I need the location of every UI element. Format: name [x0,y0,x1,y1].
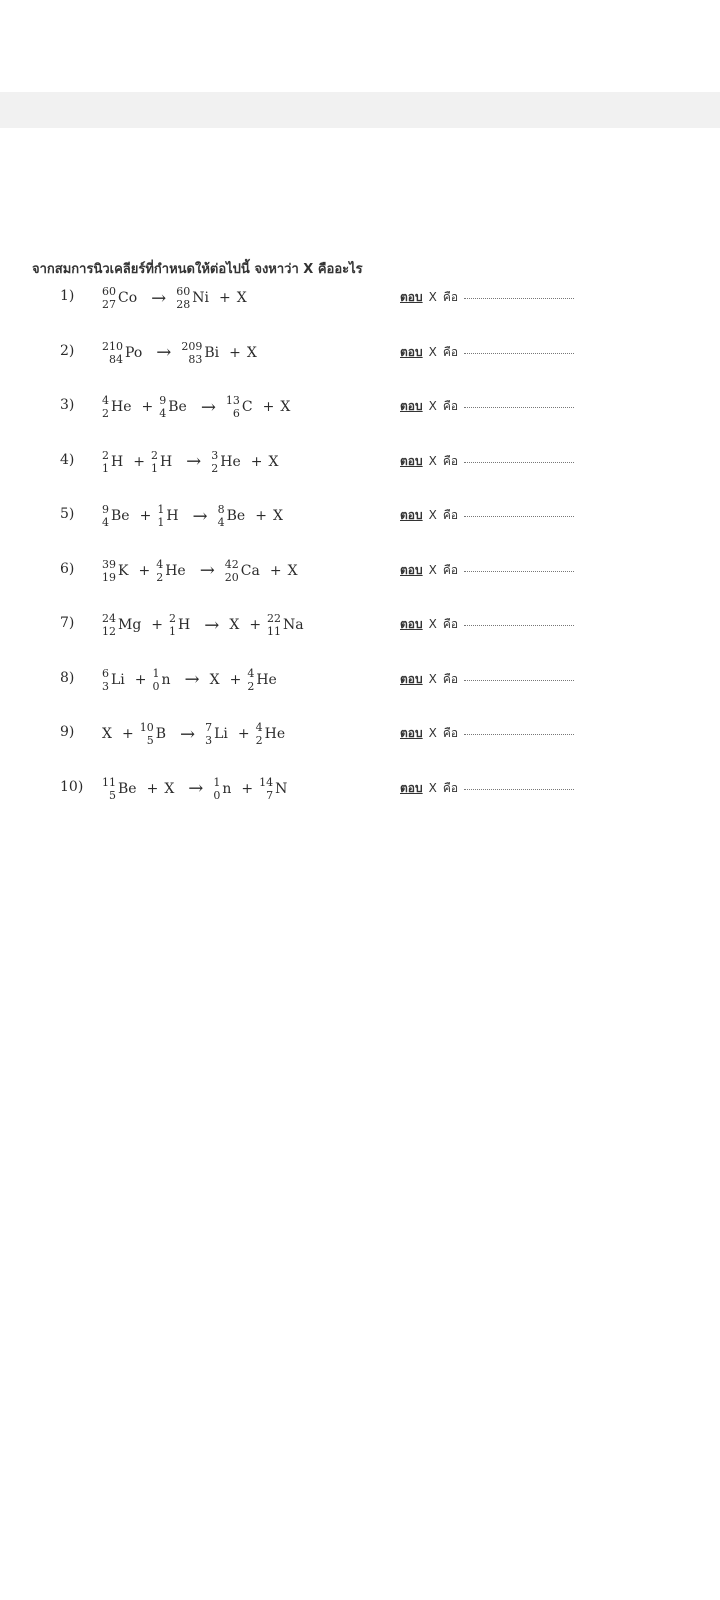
problem-row [0,603,720,647]
answer-blank[interactable] [464,680,574,681]
nuclide [140,721,166,747]
isotope-numbers [218,503,225,529]
mass-number: 1 [152,666,160,680]
nuclear-equation [102,385,294,429]
atomic-number: 0 [213,788,221,802]
reaction-arrow: → [192,505,208,527]
nuclide [280,399,290,415]
plus-sign: + [146,780,159,797]
answer-line [400,343,574,362]
nuclear-equation [102,440,282,484]
atomic-number: 2 [156,570,164,584]
answer-blank[interactable] [464,516,574,517]
mass-number: 4 [255,721,263,734]
element-symbol: C [241,399,253,415]
answer-is: คือ [442,617,459,631]
nuclear-equation [102,767,291,811]
isotope-numbers [259,776,273,802]
answer-blank[interactable] [464,353,574,354]
answer-variable: X [428,726,437,740]
atomic-number: 5 [146,734,154,747]
mass-number: 10 [139,721,154,734]
reaction-arrow: → [151,287,167,309]
answer-is: คือ [442,453,459,468]
plus-sign: + [151,617,164,633]
element-symbol: Bi [204,344,220,361]
mass-number: 4 [247,666,255,680]
isotope-numbers [176,285,190,311]
mass-number: 2 [102,448,109,462]
isotope-numbers [140,721,154,747]
atomic-number: 4 [217,516,225,529]
nuclide [157,503,178,529]
problem-row [0,658,720,702]
nuclear-equation [102,494,287,538]
element-symbol: H [111,453,124,470]
nuclide [169,612,190,638]
nuclear-equation [102,331,261,375]
atomic-number: 1 [150,461,158,475]
isotope-numbers [226,394,240,420]
element-symbol: N [275,780,288,797]
mass-number: 8 [217,503,225,516]
mass-number: 42 [224,557,239,571]
element-symbol: Mg [118,617,142,633]
nuclide [247,667,277,693]
isotope-numbers [256,721,263,747]
isotope-numbers [102,558,116,584]
mass-number: 9 [102,503,109,516]
isotope-numbers [205,721,212,747]
problem-number: 2) [60,342,75,359]
nuclear-equation [102,276,251,320]
isotope-numbers [247,667,254,693]
atomic-number: 3 [102,679,109,693]
answer-word: ตอบ [400,290,423,304]
mass-number: 6 [102,666,109,680]
isotope-numbers [213,776,220,802]
atomic-number: 19 [102,570,116,584]
problem-number: 6) [60,560,75,577]
element-symbol: X [102,726,112,742]
answer-variable: X [428,562,437,577]
nuclide [225,558,260,584]
atomic-number: 12 [102,625,116,638]
answer-word: ตอบ [400,780,423,795]
answer-is: คือ [442,671,459,686]
element-symbol: Be [118,780,137,797]
isotope-numbers [102,776,116,802]
problem-row [0,767,720,811]
answer-blank[interactable] [464,298,574,299]
answer-is: คือ [442,399,459,413]
element-symbol: H [159,453,173,470]
answer-variable: X [428,617,437,631]
nuclear-equation [102,549,302,593]
atomic-number: 1 [157,516,165,529]
isotope-numbers [102,285,116,311]
reaction-arrow: → [156,342,172,363]
isotope-numbers [157,503,164,529]
element-symbol: Li [214,726,228,742]
nuclide [267,612,304,638]
problem-number: 4) [60,451,75,468]
mass-number: 4 [156,557,164,571]
atomic-number: 0 [152,679,160,693]
answer-is: คือ [442,780,459,795]
element-symbol: X [272,508,283,524]
isotope-numbers [267,612,281,638]
mass-number: 13 [225,394,240,407]
atomic-number: 1 [169,625,177,638]
answer-blank[interactable] [464,625,574,626]
nuclide [102,449,123,475]
plus-sign: + [133,453,145,470]
atomic-number: 27 [102,298,116,311]
nuclide [256,721,286,747]
nuclide [229,617,239,633]
atomic-number: 4 [159,407,167,420]
nuclide [102,285,137,311]
atomic-number: 6 [232,407,240,420]
reaction-arrow: → [199,560,215,581]
nuclide [102,340,142,366]
nuclide [273,508,283,524]
nuclide [153,667,171,693]
answer-variable: X [428,780,437,795]
problem-row [0,331,720,375]
atomic-number: 7 [266,788,274,802]
plus-sign: + [237,726,250,742]
element-symbol: X [229,617,240,633]
reaction-arrow: → [200,396,216,418]
mass-number: 24 [102,612,116,625]
problem-number: 3) [60,397,75,413]
answer-word: ตอบ [400,344,423,359]
top-band [0,92,720,128]
element-symbol: He [256,671,277,688]
answer-line [400,779,574,798]
element-symbol: He [220,453,241,470]
element-symbol: Po [125,344,143,361]
mass-number: 209 [181,339,203,353]
problem-number: 9) [60,724,75,740]
answer-variable: X [428,453,437,468]
isotope-numbers [181,340,202,366]
problem-number: 7) [60,615,75,631]
isotope-numbers [151,449,158,475]
nuclide [176,285,209,311]
answer-blank[interactable] [464,407,574,408]
problem-row [0,276,720,320]
instruction-text: จากสมการนิวเคลียร์ที่กำหนดให้ต่อไปนี้ จงหาว่า X คืออะไร [32,262,363,277]
answer-blank[interactable] [464,462,574,463]
nuclide [102,558,128,584]
atomic-number: 11 [267,625,282,638]
isotope-numbers [102,449,109,475]
element-symbol: He [111,399,132,415]
answer-line [400,452,574,471]
nuclear-equation [102,603,308,647]
answer-word: ตอบ [400,453,423,468]
element-symbol: X [268,453,279,470]
plus-sign: + [249,617,262,633]
element-symbol: Na [283,617,304,633]
answer-variable: X [428,671,437,686]
isotope-numbers [102,612,116,638]
answer-line [400,506,574,525]
plus-sign: + [269,562,282,579]
nuclide [156,558,186,584]
mass-number: 2 [150,448,158,462]
atomic-number: 3 [205,734,213,747]
atomic-number: 5 [109,788,116,802]
mass-number: 39 [102,557,116,571]
isotope-numbers [102,503,109,529]
mass-number: 60 [176,285,191,298]
mass-number: 4 [102,394,109,407]
element-symbol: X [209,671,220,688]
mass-number: 7 [205,721,213,734]
nuclide [151,449,172,475]
answer-blank[interactable] [464,789,574,790]
answer-word: ตอบ [400,726,423,740]
plus-sign: + [262,399,275,415]
nuclide [237,290,247,306]
plus-sign: + [141,399,154,415]
element-symbol: He [165,562,186,579]
isotope-numbers [225,558,239,584]
problem-number: 10) [60,778,84,795]
mass-number: 210 [102,339,123,353]
answer-line [400,397,574,416]
atomic-number: 4 [102,516,109,529]
mass-number: 11 [102,775,116,789]
atomic-number: 20 [224,570,239,584]
plus-sign: + [218,290,231,306]
isotope-numbers [102,667,109,693]
isotope-numbers [153,667,160,693]
answer-is: คือ [442,508,459,522]
nuclide [226,394,253,420]
answer-variable: X [428,344,437,359]
atomic-number: 1 [102,461,109,475]
mass-number: 1 [157,503,165,516]
problem-row [0,549,720,593]
nuclide [288,563,298,579]
problem-row [0,440,720,484]
nuclide [102,394,132,420]
problem-row [0,494,720,538]
isotope-numbers [102,340,123,366]
answer-blank[interactable] [464,571,574,572]
answer-word: ตอบ [400,617,423,631]
reaction-arrow: → [184,669,200,690]
answer-is: คือ [442,726,459,740]
isotope-numbers [156,558,163,584]
plus-sign: + [229,344,241,361]
element-symbol: n [222,780,232,797]
element-symbol: Ca [240,562,260,579]
mass-number: 2 [169,612,177,625]
nuclide [102,776,137,802]
atomic-number: 2 [102,407,109,420]
mass-number: 60 [102,285,116,298]
reaction-arrow: → [188,778,204,799]
nuclide [102,726,112,742]
element-symbol: Li [111,671,125,688]
answer-is: คือ [442,562,459,577]
element-symbol: n [161,671,171,688]
answer-variable: X [428,508,437,522]
problem-number: 1) [60,288,75,304]
answer-variable: X [428,290,437,304]
nuclide [247,345,257,361]
nuclide [218,503,246,529]
atomic-number: 2 [255,734,263,747]
element-symbol: Be [111,508,130,524]
element-symbol: H [178,617,191,633]
element-symbol: Be [226,508,246,524]
plus-sign: + [121,726,134,742]
nuclide [159,394,187,420]
reaction-arrow: → [186,451,202,472]
reaction-arrow: → [204,614,220,636]
element-symbol: X [246,344,257,361]
nuclide [211,449,241,475]
problem-row [0,712,720,756]
element-symbol: X [164,780,175,797]
nuclide [164,781,174,797]
nuclide [269,454,279,470]
nuclide [102,667,125,693]
plus-sign: + [139,508,152,524]
mass-number: 1 [213,775,221,789]
plus-sign: + [229,671,242,688]
element-symbol: H [166,508,179,524]
answer-word: ตอบ [400,508,423,522]
isotope-numbers [159,394,166,420]
atomic-number: 28 [176,298,191,311]
answer-line [400,615,574,634]
reaction-arrow: → [180,723,196,745]
answer-is: คือ [442,344,459,359]
atomic-number: 84 [109,352,123,366]
nuclide [259,776,287,802]
nuclide [210,672,220,688]
atomic-number: 2 [211,461,219,475]
isotope-numbers [211,449,218,475]
element-symbol: Ni [192,290,209,306]
element-symbol: B [155,726,166,742]
nuclide [102,503,130,529]
isotope-numbers [169,612,176,638]
problem-number: 5) [60,506,75,522]
element-symbol: X [280,399,291,415]
mass-number: 14 [259,775,274,789]
answer-line [400,724,574,743]
element-symbol: K [118,562,129,579]
nuclear-equation [102,658,281,702]
mass-number: 3 [211,448,219,462]
problem-row [0,385,720,429]
answer-is: คือ [442,290,459,304]
answer-word: ตอบ [400,671,423,686]
nuclide [181,340,219,366]
answer-word: ตอบ [400,562,423,577]
answer-blank[interactable] [464,734,574,735]
answer-line [400,561,574,580]
atomic-number: 83 [188,352,203,366]
plus-sign: + [138,562,151,579]
nuclear-equation [102,712,289,756]
mass-number: 22 [267,612,282,625]
element-symbol: He [264,726,286,742]
element-symbol: X [287,562,298,579]
element-symbol: Be [168,399,187,415]
nuclide [102,612,141,638]
plus-sign: + [241,780,254,797]
plus-sign: + [250,453,263,470]
problem-number: 8) [60,669,75,686]
plus-sign: + [134,671,147,688]
atomic-number: 2 [247,679,255,693]
answer-line [400,288,574,307]
isotope-numbers [102,394,109,420]
plus-sign: + [255,508,267,524]
nuclide [205,721,228,747]
answer-variable: X [428,399,437,413]
answer-line [400,670,574,689]
element-symbol: Co [118,290,138,306]
nuclide [213,776,231,802]
element-symbol: X [236,290,247,306]
mass-number: 9 [159,394,167,407]
answer-word: ตอบ [400,399,423,413]
